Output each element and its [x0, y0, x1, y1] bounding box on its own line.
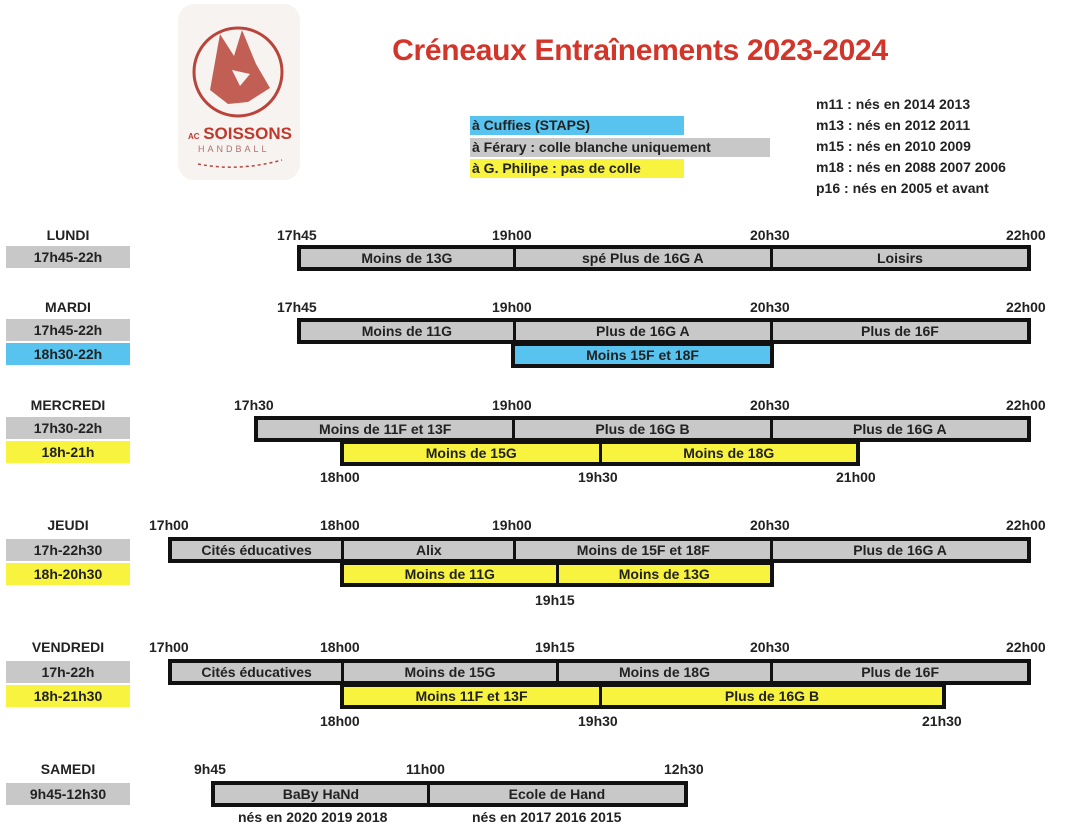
- time-tick: 9h45: [194, 761, 226, 777]
- session-block: Moins de 11G: [361, 323, 452, 339]
- vendredi-ferary-track: [168, 659, 1031, 685]
- session-block: spé Plus de 16G A: [513, 249, 770, 267]
- logo-sub: HANDBALL: [198, 144, 270, 154]
- mardi-cuffies-track: [511, 342, 774, 368]
- time-tick: 20h30: [750, 397, 790, 413]
- birth-years-note: nés en 2020 2019 2018: [238, 809, 388, 825]
- day-label-mercredi: MERCREDI: [30, 397, 106, 413]
- hours-jeudi-philipe: 18h-20h30: [6, 563, 130, 585]
- hours-vendredi-philipe: 18h-21h30: [6, 685, 130, 707]
- time-tick: 22h00: [1006, 397, 1046, 413]
- session-block: Moins de 18G: [556, 663, 771, 681]
- hours-vendredi-ferary: 17h-22h: [6, 661, 130, 683]
- time-tick: 17h45: [277, 299, 317, 315]
- time-tick: 18h00: [320, 639, 360, 655]
- time-tick: 22h00: [1006, 299, 1046, 315]
- time-tick: 20h30: [750, 517, 790, 533]
- age-p16: p16 : nés en 2005 et avant: [816, 180, 989, 196]
- session-block: Moins de 11G: [404, 566, 495, 582]
- session-block: Alix: [341, 541, 513, 559]
- time-tick: 18h00: [320, 517, 360, 533]
- hours-mardi-cuffies: 18h30-22h: [6, 343, 130, 365]
- session-block: Moins de 15G: [425, 445, 517, 461]
- mercredi-ferary-track: [254, 416, 1031, 442]
- day-label-vendredi: VENDREDI: [31, 639, 105, 655]
- day-label-lundi: LUNDI: [46, 227, 90, 243]
- time-tick: 17h00: [149, 639, 189, 655]
- jeudi-philipe-track: [340, 561, 774, 587]
- lundi-ferary-track: [297, 245, 1031, 271]
- hours-samedi-ferary: 9h45-12h30: [6, 783, 130, 805]
- age-m18: m18 : nés en 2088 2007 2006: [816, 159, 1006, 175]
- time-tick: 19h00: [492, 517, 532, 533]
- age-m15: m15 : nés en 2010 2009: [816, 138, 971, 154]
- session-block: Moins de 13G: [361, 250, 453, 266]
- age-categories: [816, 94, 1006, 199]
- session-block: Moins 15F et 18F: [586, 347, 699, 363]
- age-m11: m11 : nés en 2014 2013: [816, 96, 971, 112]
- club-logo: [178, 4, 300, 180]
- time-tick: 20h30: [750, 227, 790, 243]
- session-block: Plus de 16G A: [770, 420, 1027, 438]
- session-block: Plus de 16G A: [513, 322, 770, 340]
- vendredi-philipe-track: [340, 683, 946, 709]
- time-tick: 18h00: [320, 713, 360, 729]
- time-tick: 19h15: [535, 639, 575, 655]
- session-block: Loisirs: [770, 249, 1027, 267]
- session-block: Plus de 16G A: [770, 541, 1027, 559]
- mardi-ferary-track: [297, 318, 1031, 344]
- session-block: Cités éducatives: [201, 664, 312, 680]
- day-label-mardi: MARDI: [45, 299, 91, 315]
- time-tick: 22h00: [1006, 227, 1046, 243]
- logo-prefix: AC: [188, 132, 200, 141]
- time-tick: 22h00: [1006, 517, 1046, 533]
- session-block: Moins de 18G: [599, 444, 857, 462]
- time-tick: 21h30: [922, 713, 962, 729]
- time-tick: 17h00: [149, 517, 189, 533]
- time-tick: 12h30: [664, 761, 704, 777]
- time-tick: 11h00: [406, 761, 445, 777]
- legend-philipe: à G. Philipe : pas de colle: [470, 159, 684, 178]
- time-tick: 19h15: [535, 592, 575, 608]
- time-tick: 20h30: [750, 639, 790, 655]
- session-block: Moins de 13G: [556, 565, 771, 583]
- time-tick: 19h30: [578, 469, 618, 485]
- time-tick: 21h00: [836, 469, 876, 485]
- session-block: Plus de 16F: [770, 322, 1027, 340]
- hours-lundi-ferary: 17h45-22h: [6, 246, 130, 268]
- page-title: Créneaux Entraînements 2023-2024: [392, 34, 888, 67]
- hours-jeudi-ferary: 17h-22h30: [6, 539, 130, 561]
- hours-mercredi-ferary: 17h30-22h: [6, 417, 130, 439]
- time-tick: 17h45: [277, 227, 317, 243]
- session-block: Plus de 16G B: [599, 687, 942, 705]
- session-block: Moins de 15F et 18F: [513, 541, 770, 559]
- time-tick: 19h00: [492, 299, 532, 315]
- session-block: Moins 11F et 13F: [415, 688, 528, 704]
- time-tick: 19h00: [492, 227, 532, 243]
- legend-cuffies: à Cuffies (STAPS): [470, 116, 684, 135]
- session-block: Moins de 15G: [341, 663, 556, 681]
- session-block: Ecole de Hand: [427, 785, 684, 803]
- session-block: Cités éducatives: [201, 542, 312, 558]
- day-label-jeudi: JEUDI: [47, 517, 89, 533]
- hours-mercredi-philipe: 18h-21h: [6, 441, 130, 463]
- samedi-ferary-track: [211, 781, 688, 807]
- jeudi-ferary-track: [168, 537, 1031, 563]
- time-tick: 19h00: [492, 397, 532, 413]
- time-tick: 18h00: [320, 469, 360, 485]
- session-block: Moins de 11F et 13F: [319, 421, 452, 437]
- time-tick: 20h30: [750, 299, 790, 315]
- time-tick: 17h30: [234, 397, 274, 413]
- time-tick: 19h30: [578, 713, 618, 729]
- time-tick: 22h00: [1006, 639, 1046, 655]
- session-block: Plus de 16F: [770, 663, 1027, 681]
- session-block: BaBy HaNd: [282, 786, 360, 802]
- logo-name: SOISSONS: [203, 124, 292, 143]
- hours-mardi-ferary: 17h45-22h: [6, 319, 130, 341]
- mercredi-philipe-track: [340, 440, 860, 466]
- day-label-samedi: SAMEDI: [40, 761, 96, 777]
- session-block: Plus de 16G B: [512, 420, 769, 438]
- birth-years-note: nés en 2017 2016 2015: [472, 809, 622, 825]
- age-m13: m13 : nés en 2012 2011: [816, 117, 971, 133]
- legend-ferary: à Férary : colle blanche uniquement: [470, 138, 770, 157]
